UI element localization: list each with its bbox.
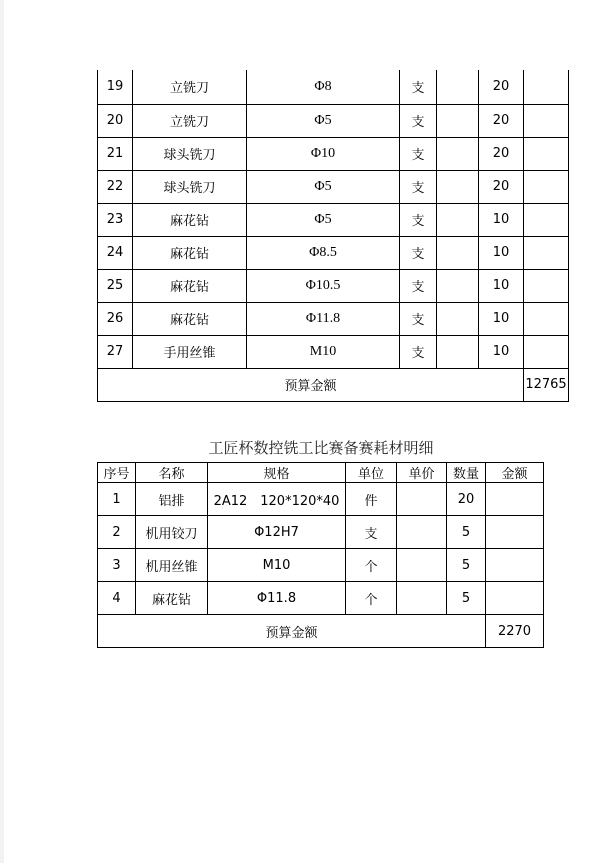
cell-amount — [524, 203, 569, 236]
cell-amount — [486, 549, 544, 582]
consumables-table-continued — [97, 70, 569, 402]
cell-qty: 5 — [447, 516, 486, 549]
table-row — [98, 203, 569, 236]
cell-unit: 支 — [400, 203, 437, 236]
cell-unit: 支 — [400, 104, 437, 137]
budget-value: 2270 — [486, 615, 544, 648]
cell-price — [397, 549, 447, 582]
cell-spec: M10 — [247, 335, 400, 368]
budget-label: 预算金额 — [98, 615, 486, 648]
header-no: 序号 — [98, 463, 136, 483]
cell-qty: 5 — [447, 549, 486, 582]
cell-no: 3 — [98, 549, 136, 582]
cell-unit: 支 — [400, 335, 437, 368]
cell-name: 铝排 — [136, 483, 208, 516]
cell-spec: Φ5 — [247, 170, 400, 203]
header-name: 名称 — [136, 463, 208, 483]
cell-amount — [524, 335, 569, 368]
cell-name: 机用丝锥 — [136, 549, 208, 582]
cell-amount — [524, 104, 569, 137]
cell-qty: 20 — [479, 137, 524, 170]
cell-name: 麻花钻 — [133, 203, 247, 236]
cell-spec: Φ5 — [247, 104, 400, 137]
cell-price — [437, 335, 479, 368]
cell-name: 麻花钻 — [133, 302, 247, 335]
budget-row — [98, 368, 569, 401]
cell-amount — [524, 269, 569, 302]
cell-name: 麻花钻 — [136, 582, 208, 615]
header-price: 单价 — [397, 463, 447, 483]
cell-no: 24 — [98, 236, 133, 269]
cell-unit: 支 — [346, 516, 397, 549]
cell-spec: Φ10.5 — [247, 269, 400, 302]
cell-price — [397, 516, 447, 549]
cell-name: 球头铣刀 — [133, 170, 247, 203]
table-row — [98, 269, 569, 302]
table-row — [98, 549, 544, 582]
table-row — [98, 70, 569, 104]
budget-row — [98, 615, 544, 648]
cell-price — [437, 137, 479, 170]
table-row — [98, 483, 544, 516]
cell-unit: 个 — [346, 582, 397, 615]
budget-label: 预算金额 — [98, 368, 524, 401]
cell-amount — [486, 516, 544, 549]
cell-amount — [524, 302, 569, 335]
cell-qty: 20 — [479, 70, 524, 104]
cell-no: 19 — [98, 70, 133, 104]
table-row — [98, 582, 544, 615]
table-row — [98, 302, 569, 335]
cell-no: 23 — [98, 203, 133, 236]
cell-unit: 支 — [400, 70, 437, 104]
cell-qty: 10 — [479, 203, 524, 236]
cell-unit: 支 — [400, 269, 437, 302]
cell-spec: Φ11.8 — [208, 582, 346, 615]
cell-price — [437, 104, 479, 137]
cell-price — [437, 302, 479, 335]
cell-price — [437, 170, 479, 203]
header-unit: 单位 — [346, 463, 397, 483]
cell-qty: 10 — [479, 335, 524, 368]
cell-amount — [524, 70, 569, 104]
cell-no: 21 — [98, 137, 133, 170]
cell-no: 25 — [98, 269, 133, 302]
cell-unit: 支 — [400, 170, 437, 203]
cell-price — [397, 582, 447, 615]
cell-amount — [524, 170, 569, 203]
table-row — [98, 335, 569, 368]
table-row — [98, 170, 569, 203]
cell-spec: M10 — [208, 549, 346, 582]
table-row — [98, 516, 544, 549]
cell-spec: Φ11.8 — [247, 302, 400, 335]
table-row — [98, 104, 569, 137]
cell-spec: Φ10 — [247, 137, 400, 170]
cell-price — [437, 70, 479, 104]
cell-price — [397, 483, 447, 516]
cell-no: 26 — [98, 302, 133, 335]
cell-qty: 10 — [479, 269, 524, 302]
cell-price — [437, 203, 479, 236]
cell-amount — [486, 582, 544, 615]
cell-unit: 个 — [346, 549, 397, 582]
header-qty: 数量 — [447, 463, 486, 483]
budget-value: 12765 — [524, 368, 569, 401]
cell-qty: 5 — [447, 582, 486, 615]
cell-price — [437, 236, 479, 269]
cell-amount — [486, 483, 544, 516]
cell-qty: 20 — [447, 483, 486, 516]
cell-qty: 10 — [479, 302, 524, 335]
cell-unit: 件 — [346, 483, 397, 516]
competition-consumables-table — [97, 462, 544, 648]
cell-unit: 支 — [400, 137, 437, 170]
header-spec: 规格 — [208, 463, 346, 483]
cell-unit: 支 — [400, 236, 437, 269]
header-amount: 金额 — [486, 463, 544, 483]
cell-price — [437, 269, 479, 302]
cell-qty: 20 — [479, 170, 524, 203]
cell-spec: Φ12H7 — [208, 516, 346, 549]
cell-no: 22 — [98, 170, 133, 203]
cell-unit: 支 — [400, 302, 437, 335]
document-page — [4, 0, 615, 863]
header-row — [98, 463, 544, 483]
table-row — [98, 137, 569, 170]
table-row — [98, 236, 569, 269]
cell-no: 20 — [98, 104, 133, 137]
cell-name: 机用铰刀 — [136, 516, 208, 549]
cell-no: 1 — [98, 483, 136, 516]
cell-spec: Φ8 — [247, 70, 400, 104]
cell-name: 立铣刀 — [133, 104, 247, 137]
cell-spec: Φ8.5 — [247, 236, 400, 269]
cell-qty: 10 — [479, 236, 524, 269]
cell-amount — [524, 236, 569, 269]
cell-no: 4 — [98, 582, 136, 615]
cell-name: 手用丝锥 — [133, 335, 247, 368]
cell-amount — [524, 137, 569, 170]
cell-name: 麻花钻 — [133, 269, 247, 302]
cell-spec: 2A12 120*120*40 — [208, 483, 346, 516]
table-title: 工匠杯数控铣工比赛备赛耗材明细 — [208, 441, 434, 457]
cell-name: 麻花钻 — [133, 236, 247, 269]
cell-no: 2 — [98, 516, 136, 549]
cell-spec: Φ5 — [247, 203, 400, 236]
cell-name: 球头铣刀 — [133, 137, 247, 170]
cell-name: 立铣刀 — [133, 70, 247, 104]
cell-qty: 20 — [479, 104, 524, 137]
cell-no: 27 — [98, 335, 133, 368]
